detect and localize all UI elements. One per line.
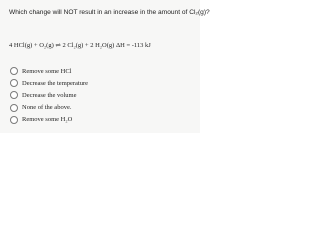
answer-option[interactable] bbox=[10, 65, 88, 77]
answer-option-label: None of the above. bbox=[22, 104, 72, 112]
answer-option-label: Decrease the temperature bbox=[22, 79, 89, 87]
answer-option-label: Remove some H₂O bbox=[22, 116, 73, 124]
radio-button[interactable] bbox=[10, 79, 18, 87]
answer-option-label: Decrease the volume bbox=[22, 91, 77, 99]
answer-option[interactable] bbox=[10, 89, 88, 101]
answer-options bbox=[10, 65, 88, 126]
quiz-panel bbox=[0, 0, 210, 133]
answer-option[interactable] bbox=[10, 102, 88, 114]
question-text: Which change will NOT result in an increase in the amount of Cl₂(g)? bbox=[9, 9, 210, 16]
radio-button[interactable] bbox=[10, 104, 18, 112]
reaction-equation: 4 HCl(g) + O₂(g) ⇌ 2 Cl₂(g) + 2 H₂O(g) ΔH = -113 kJ bbox=[9, 42, 151, 49]
radio-button[interactable] bbox=[10, 67, 18, 75]
radio-button[interactable] bbox=[10, 116, 18, 124]
answer-option[interactable] bbox=[10, 114, 88, 126]
answer-option-label: Remove some HCl bbox=[22, 67, 72, 75]
radio-button[interactable] bbox=[10, 91, 18, 99]
answer-option[interactable] bbox=[10, 77, 88, 89]
